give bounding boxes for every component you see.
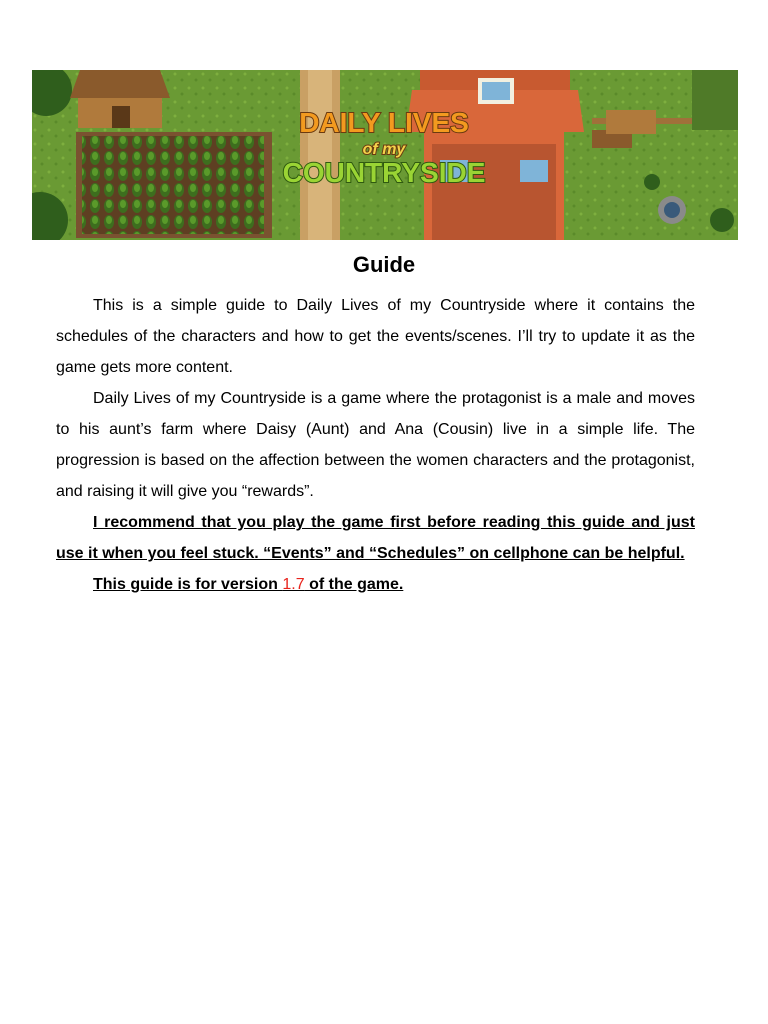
intro-paragraph: This is a simple guide to Daily Lives of my Countryside where it contains the schedules of the characters and how to get the events/scenes. I’ll try to update it as the game gets more content. (56, 297, 695, 376)
logo-line-3: COUNTRYSIDE (282, 157, 486, 188)
farm-scene-illustration (32, 70, 738, 240)
document-body (56, 290, 695, 600)
version-suffix: of the game. (304, 576, 404, 593)
logo-line-2: of my (362, 141, 406, 158)
logo-line-1: DAILY LIVES (299, 107, 469, 138)
recommendation-paragraph: I recommend that you play the game first before reading this guide and just use it when you feel stuck. “Events” and “Schedules” on cellphone can be helpful. (56, 514, 695, 562)
version-number: 1.7 (282, 576, 305, 593)
description-paragraph: Daily Lives of my Countryside is a game where the protagonist is a male and moves to his aunt’s farm where Daisy (Aunt) and Ana (Cousin) live in a simple life. The progression is based on the affection between the women characters and the protagonist, and raising it will give you “rewards”. (56, 390, 695, 500)
version-paragraph (56, 569, 695, 600)
header-banner-image (32, 70, 738, 240)
document-title: Guide (352, 252, 416, 277)
version-prefix: This guide is for version (93, 576, 283, 593)
